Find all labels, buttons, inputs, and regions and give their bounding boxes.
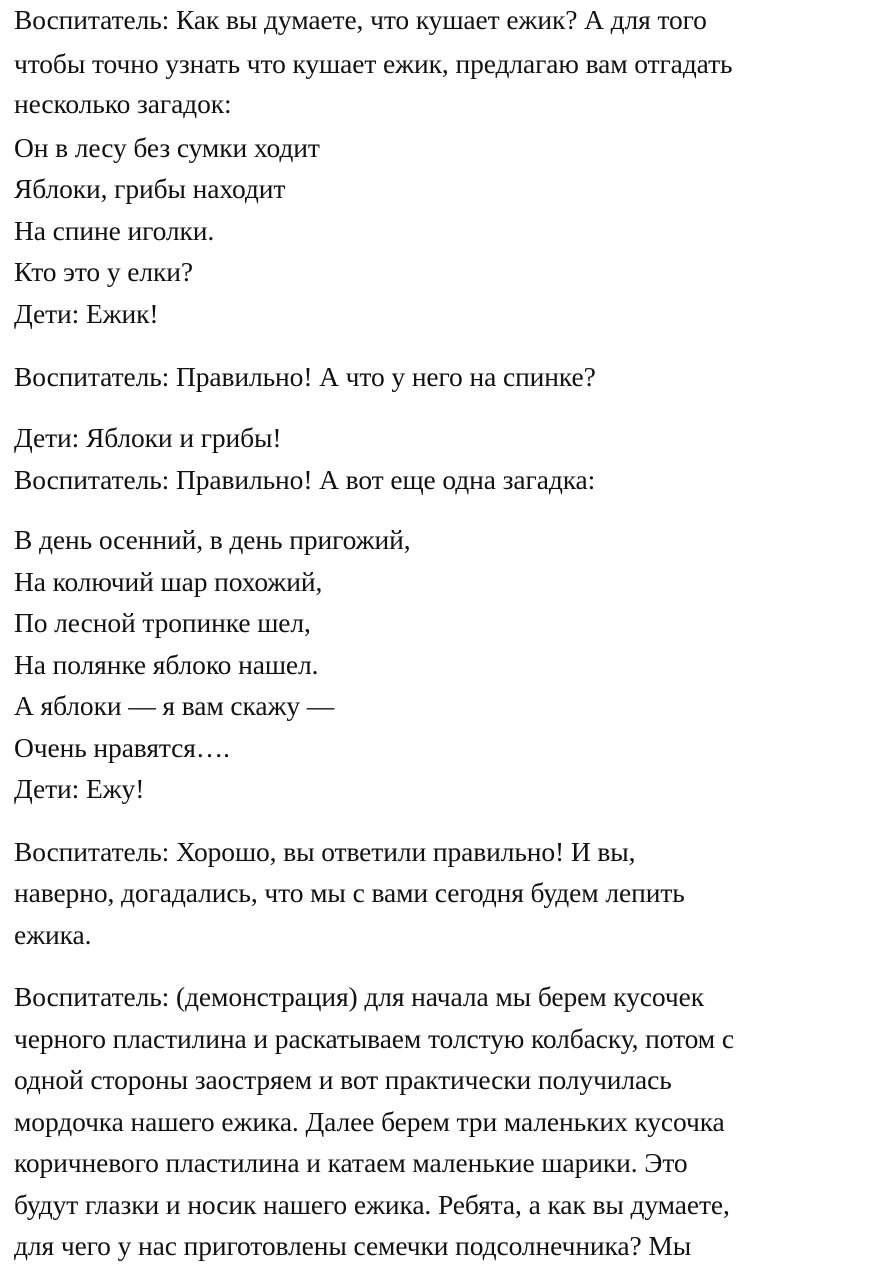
text-line: несколько загадок: [14, 88, 232, 119]
text-line: коричневого пластилина и катаем маленькие шарики. Это [14, 1147, 688, 1178]
text-line: Дети: Яблоки и грибы! [14, 422, 282, 453]
text-line: Воспитатель: Правильно! А вот еще одна загадка: [14, 464, 596, 495]
text-line: Воспитатель: Как вы думаете, что кушает ежик? А для того [14, 4, 707, 35]
text-line: ежика. [14, 919, 92, 950]
text-line: будут глазки и носик нашего ежика. Ребята, а как вы думаете, [14, 1189, 730, 1220]
text-line: одной стороны заостряем и вот практически получилась [14, 1064, 672, 1095]
text-line: На спине иголки. [14, 215, 215, 246]
text-line: для чего у нас приготовлены семечки подсолнечника? Мы [14, 1230, 692, 1261]
text-line: А яблоки — я вам скажу — [14, 690, 335, 721]
text-line: Воспитатель: (демонстрация) для начала мы берем кусочек [14, 981, 704, 1012]
text-line: На полянке яблоко нашел. [14, 649, 319, 680]
text-line: черного пластилина и раскатываем толстую колбаску, потом с [14, 1023, 734, 1054]
text-line: чтобы точно узнать что кушает ежик, предлагаю вам отгадать [14, 48, 733, 79]
text-line: Воспитатель: Правильно! А что у него на спинке? [14, 361, 596, 392]
text-line: По лесной тропинке шел, [14, 607, 311, 638]
text-line: Яблоки, грибы находит [14, 173, 286, 204]
text-line: наверно, догадались, что мы с вами сегодня будем лепить [14, 877, 685, 908]
text-line: В день осенний, в день пригожий, [14, 524, 411, 555]
text-line: Очень нравятся…. [14, 732, 230, 763]
text-line: Дети: Ежу! [14, 773, 145, 804]
text-line: На колючий шар похожий, [14, 566, 323, 597]
text-line: мордочка нашего ежика. Далее берем три маленьких кусочка [14, 1106, 725, 1137]
text-line: Воспитатель: Хорошо, вы ответили правильно! И вы, [14, 836, 636, 867]
text-line: Кто это у елки? [14, 256, 193, 287]
text-line: Он в лесу без сумки ходит [14, 132, 320, 163]
text-line: Дети: Ежик! [14, 298, 159, 329]
